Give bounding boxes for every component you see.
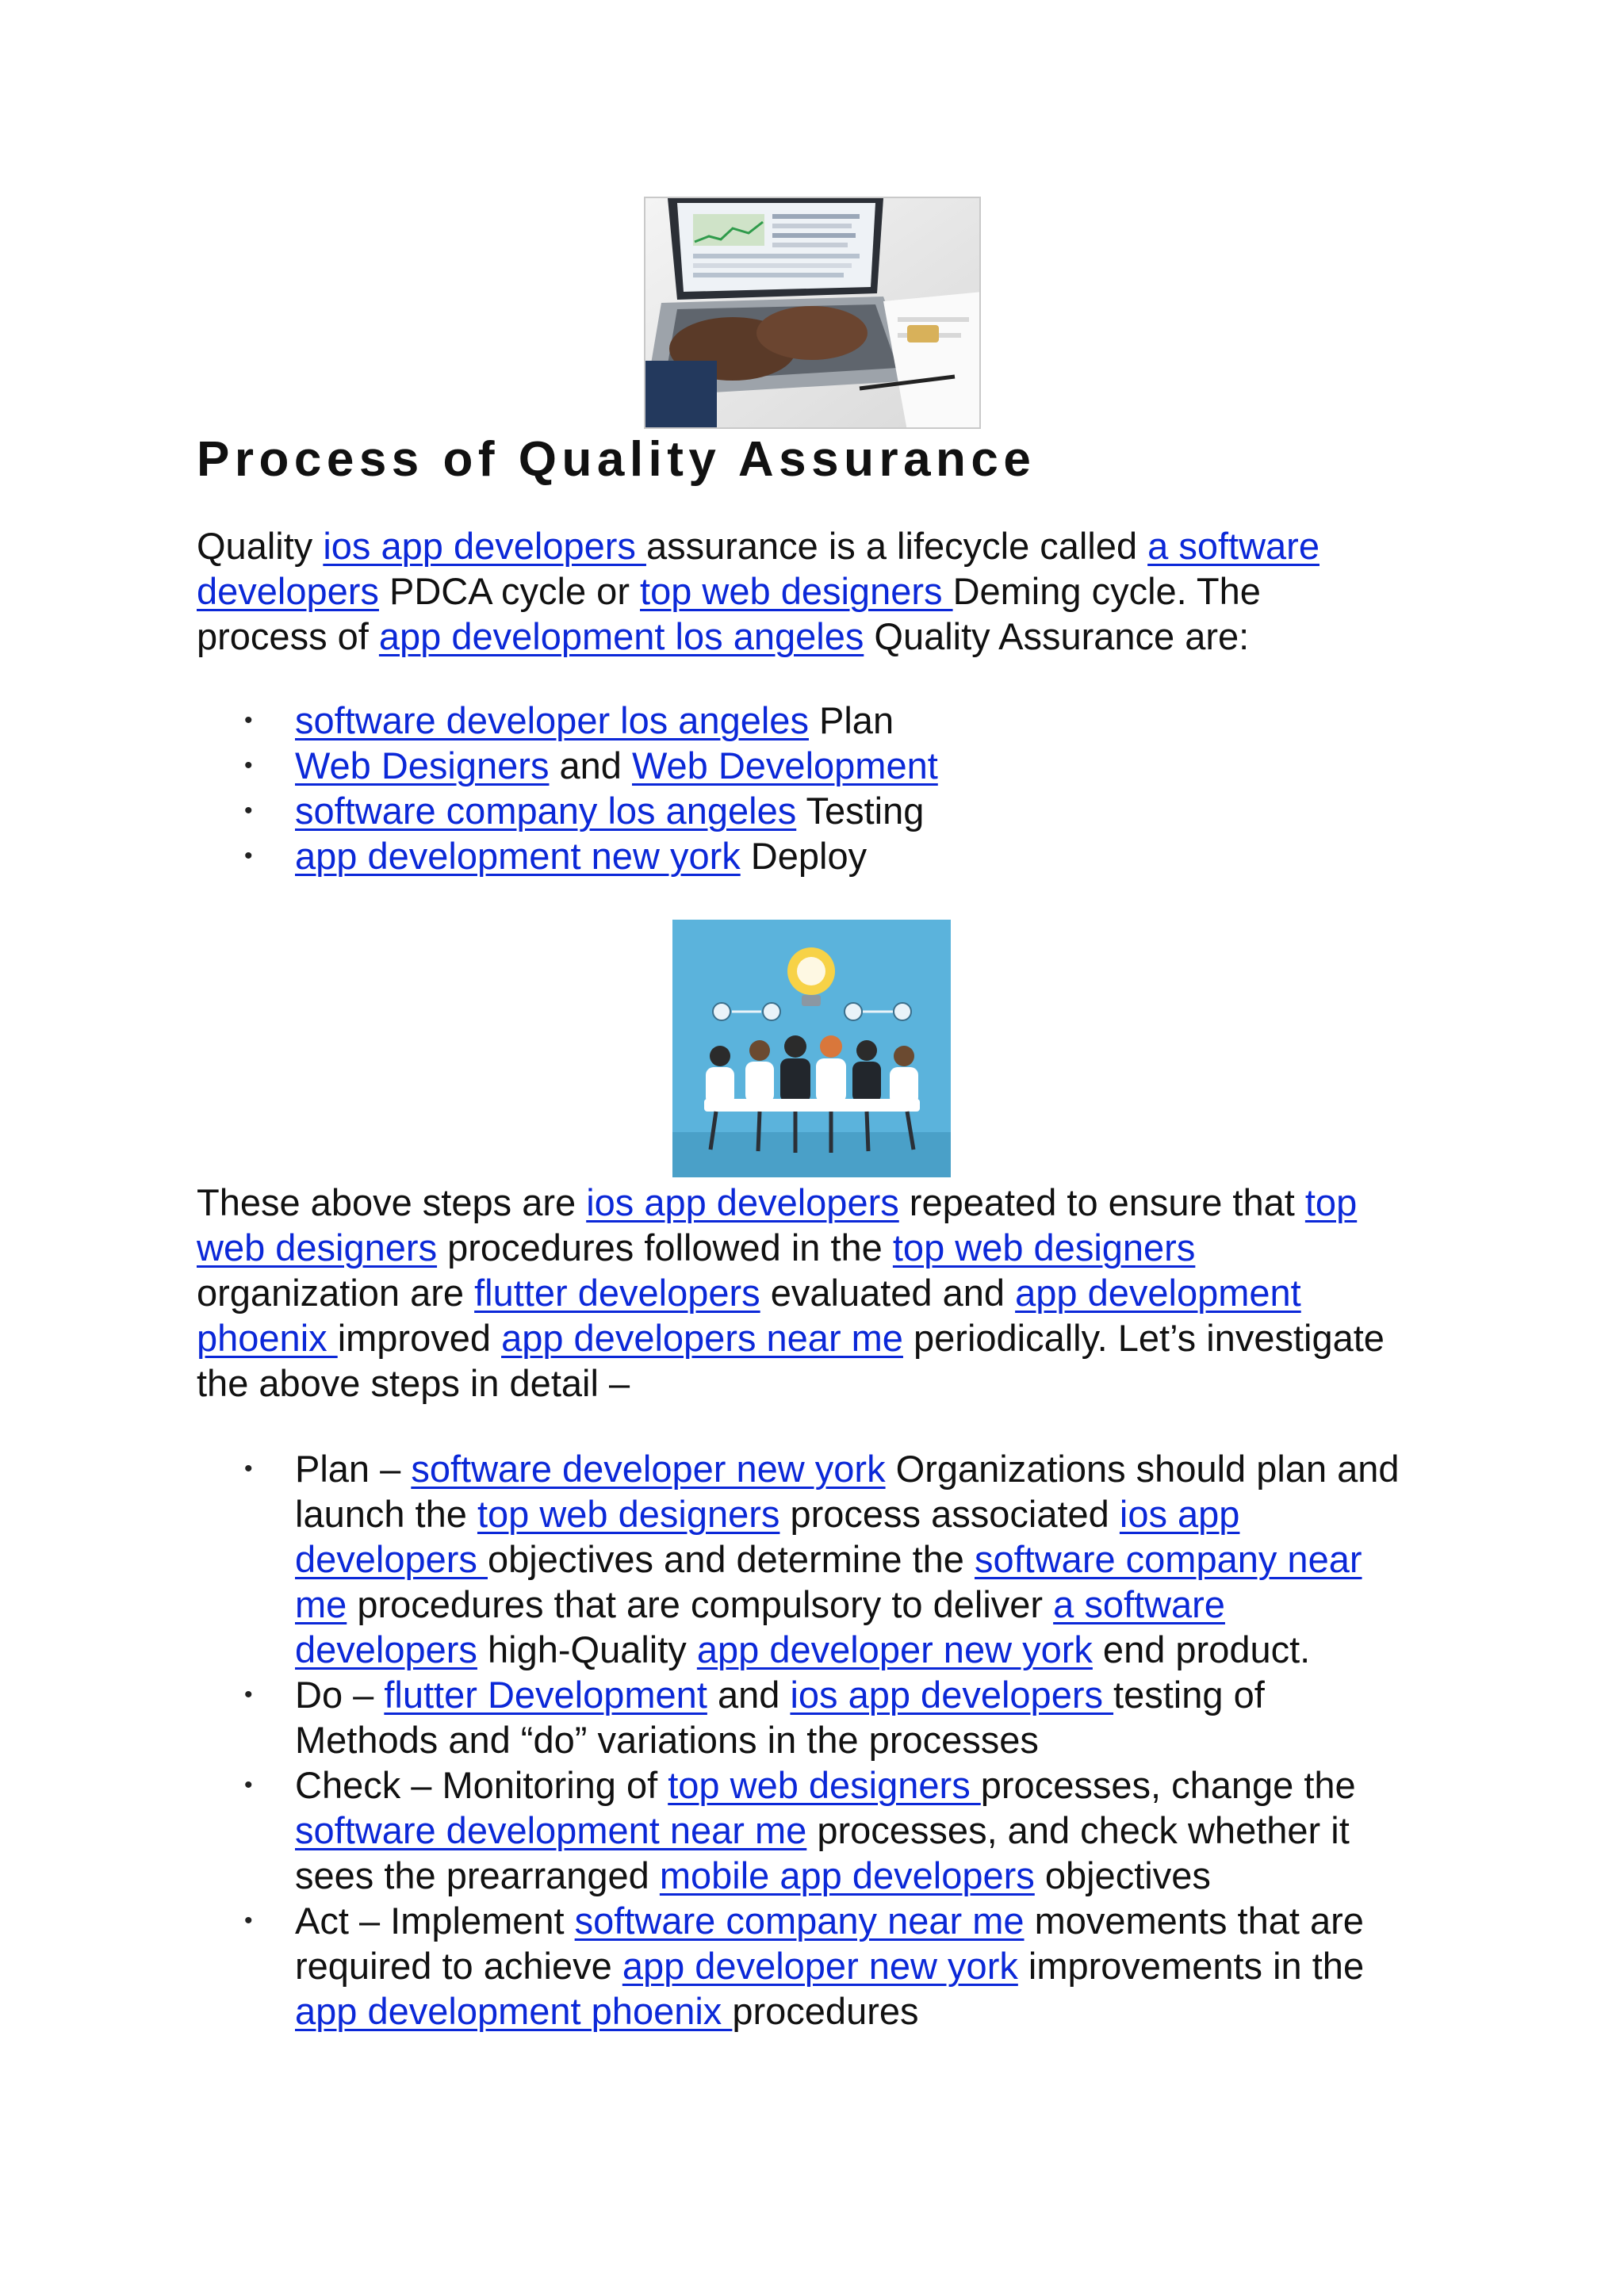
text: Plan: [808, 699, 894, 741]
steps-list: [197, 698, 1465, 878]
detail-list: [197, 1446, 1465, 2034]
link-app-developers-near-me[interactable]: app developers near me: [501, 1317, 903, 1359]
text: organization are: [197, 1272, 475, 1314]
bullet-icon: •: [244, 1682, 253, 1708]
link-a-software[interactable]: a software: [1147, 525, 1320, 567]
link-app-developer-new-york[interactable]: app developer new york: [696, 1628, 1093, 1670]
text: process associated: [779, 1493, 1120, 1535]
page-title: Process of Quality Assurance: [197, 432, 1036, 487]
text: high-Quality: [477, 1628, 697, 1670]
body-line-5: [197, 1360, 1450, 1406]
text: objectives and determine the: [488, 1538, 975, 1580]
text: Methods and “do” variations in the processes: [295, 1719, 1039, 1761]
text: evaluated and: [760, 1272, 1016, 1314]
list-item: [197, 698, 1465, 743]
body-line-2: [197, 1225, 1450, 1270]
text: Check – Monitoring of: [295, 1764, 668, 1806]
link-phoenix[interactable]: phoenix: [197, 1317, 338, 1359]
bullet-icon: •: [244, 707, 253, 733]
text: PDCA cycle or: [378, 570, 641, 612]
bullet-icon: •: [244, 1772, 253, 1798]
text: processes, and check whether it: [806, 1809, 1350, 1851]
link-top[interactable]: top: [1304, 1181, 1358, 1223]
link-software-company-near-me[interactable]: software company near me: [574, 1900, 1025, 1942]
body-line-4: [197, 1315, 1450, 1360]
link-developers[interactable]: developers: [295, 1628, 477, 1670]
link-software-developer-los-angeles[interactable]: software developer los angeles: [295, 699, 809, 741]
text: Deming cycle. The: [952, 570, 1261, 612]
link-ios-app-developers[interactable]: ios app developers: [790, 1674, 1114, 1716]
text: testing of: [1113, 1674, 1265, 1716]
list-item-do: [197, 1672, 1465, 1762]
body-line-1: [197, 1180, 1450, 1225]
link-app-development-new-york[interactable]: app development new york: [295, 835, 741, 877]
link-ios-app-developers[interactable]: ios app developers: [323, 525, 646, 567]
link-app-development-phoenix[interactable]: app development phoenix: [295, 1990, 733, 2032]
link-app-development-los-angeles[interactable]: app development los angeles: [378, 615, 864, 657]
link-top-web-designers[interactable]: top web designers: [668, 1764, 981, 1806]
link-ios-app[interactable]: ios app: [1119, 1493, 1240, 1535]
text: Organizations should plan and: [885, 1448, 1400, 1490]
text: movements that are: [1024, 1900, 1364, 1942]
link-software-development-near-me[interactable]: software development near me: [295, 1809, 807, 1851]
laptop-photo: [644, 197, 981, 429]
link-app-developer-new-york[interactable]: app developer new york: [622, 1945, 1018, 1987]
list-item-check: [197, 1762, 1465, 1898]
bullet-icon: •: [244, 752, 253, 779]
bullet-icon: •: [244, 1456, 253, 1482]
text: Deploy: [740, 835, 868, 877]
text: improvements in the: [1017, 1945, 1365, 1987]
link-software-developer-new-york[interactable]: software developer new york: [411, 1448, 886, 1490]
text: process of: [197, 615, 379, 657]
link-top-web-designers[interactable]: top web designers: [477, 1493, 780, 1535]
text: procedures that are compulsory to deliver: [347, 1583, 1054, 1625]
link-web-designers[interactable]: web designers: [197, 1226, 438, 1269]
intro-line-2: [197, 568, 1450, 614]
text: procedures: [732, 1990, 919, 2032]
link-a-software[interactable]: a software: [1053, 1583, 1225, 1625]
text: assurance is a lifecycle called: [645, 525, 1148, 567]
team-illustration: [672, 920, 951, 1177]
bullet-icon: •: [244, 1908, 253, 1934]
text: and: [707, 1674, 791, 1716]
text: improved: [337, 1317, 502, 1359]
intro-line-3: [197, 614, 1450, 659]
text: objectives: [1034, 1854, 1211, 1896]
link-mobile-app-developers[interactable]: mobile app developers: [659, 1854, 1035, 1896]
text: repeated to ensure that: [898, 1181, 1305, 1223]
link-top-web-designers[interactable]: top web designers: [640, 570, 953, 612]
text: required to achieve: [295, 1945, 622, 1987]
list-item-plan: [197, 1446, 1465, 1672]
text: These above steps are: [197, 1181, 587, 1223]
text: end product.: [1092, 1628, 1311, 1670]
link-software-company-los-angeles[interactable]: software company los angeles: [295, 790, 797, 832]
text: Testing: [796, 790, 925, 832]
text: the above steps in detail –: [197, 1362, 630, 1404]
link-software-company-near[interactable]: software company near: [974, 1538, 1362, 1580]
body-paragraph: [197, 1180, 1450, 1406]
link-me[interactable]: me: [295, 1583, 347, 1625]
bullet-icon: •: [244, 798, 253, 824]
link-flutter-development[interactable]: flutter Development: [384, 1674, 707, 1716]
text: Quality Assurance are:: [864, 615, 1250, 657]
link-web-designers[interactable]: Web Designers: [295, 744, 550, 786]
link-developers[interactable]: developers: [295, 1538, 488, 1580]
body-line-3: [197, 1270, 1450, 1315]
text: Quality: [197, 525, 324, 567]
intro-line-1: [197, 523, 1450, 568]
list-item: [197, 788, 1465, 833]
link-developers[interactable]: developers: [197, 570, 379, 612]
text: procedures followed in the: [437, 1226, 893, 1269]
link-top-web-designers[interactable]: top web designers: [892, 1226, 1196, 1269]
list-item: [197, 743, 1465, 788]
list-item-act: [197, 1898, 1465, 2034]
text: sees the prearranged: [295, 1854, 660, 1896]
text: Do –: [295, 1674, 385, 1716]
text: Act – Implement: [295, 1900, 575, 1942]
intro-paragraph: [197, 523, 1450, 659]
list-item: [197, 833, 1465, 878]
link-ios-app-developers[interactable]: ios app developers: [586, 1181, 899, 1223]
text: and: [549, 744, 632, 786]
bullet-icon: •: [244, 843, 253, 869]
text: Plan –: [295, 1448, 412, 1490]
link-flutter-developers[interactable]: flutter developers: [474, 1272, 760, 1314]
text: periodically. Let’s investigate: [902, 1317, 1385, 1359]
text: processes, change the: [980, 1764, 1356, 1806]
link-web-development[interactable]: Web Development: [632, 744, 938, 786]
link-app-development[interactable]: app development: [1015, 1272, 1301, 1314]
text: launch the: [295, 1493, 477, 1535]
